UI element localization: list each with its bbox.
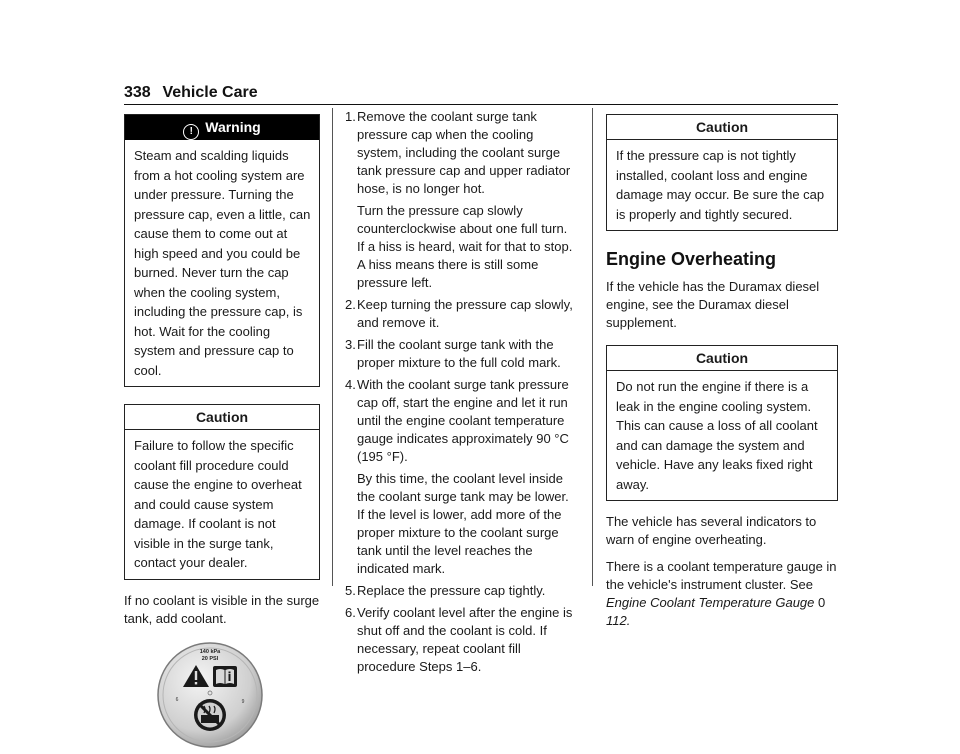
step-text: Remove the coolant surge tank pressure cap when the cooling system, including the coolant surge tank pressure cap and upper radiator hose, is no longer hot.	[357, 109, 571, 196]
caution-header: Caution	[607, 115, 837, 140]
cap-kpa-label: 140 kPa	[199, 648, 221, 655]
caution-body: Do not run the engine if there is a leak in the engine cooling system. This can cause a loss of all coolant and can damage the system and vehicle. Have any leaks fixed right away.	[616, 379, 818, 492]
pressure-cap-image	[156, 641, 264, 749]
step-2	[345, 296, 578, 332]
caution-box	[124, 404, 320, 580]
caution-box	[606, 345, 838, 501]
caution-header: Caution	[607, 346, 837, 371]
step-text: Fill the coolant surge tank with the proper mixture to the full cold mark.	[357, 337, 561, 370]
step-3	[345, 336, 578, 372]
page-ref-number[interactable]: 112.	[606, 613, 631, 628]
warning-body: Steam and scalding liquids from a hot cooling system are under pressure. Turning the pressure cap, even a little, can cause them to come out at high speed and you could be burned. Never turn the cap when the cooling system, including the pressure cap, is hot. Wait for the cooling system and pressure cap to cool.	[134, 148, 311, 378]
step-text: Verify coolant level after the engine is shut off and the coolant is cold. If necessary, repeat coolant fill procedure Steps 1–6.	[357, 605, 573, 674]
step-number: 6.	[345, 605, 356, 620]
step-5	[345, 582, 578, 600]
header-rule	[124, 104, 838, 105]
gauge-paragraph	[606, 558, 838, 630]
warning-title: Warning	[205, 119, 261, 135]
page-header	[124, 84, 258, 102]
cap-psi-label: 20 PSI	[201, 655, 219, 662]
step-number: 5.	[345, 583, 356, 598]
section-heading: Engine Overheating	[606, 249, 777, 269]
step-4-note: By this time, the coolant level inside the coolant surge tank may be lower. If the level is lower, add more of the proper mixture to the coolant surge tank until the level reaches the indicated mark.	[357, 471, 569, 576]
step-text: Replace the pressure cap tightly.	[357, 583, 546, 598]
step-text: Keep turning the pressure cap slowly, and remove it.	[357, 297, 573, 330]
caution-header: Caution	[125, 405, 319, 430]
step-4	[345, 376, 578, 466]
coolant-gauge-link[interactable]: Engine Coolant Temperature Gauge	[606, 595, 815, 610]
column-divider	[592, 108, 593, 586]
column-divider	[332, 108, 333, 586]
caution-body: If the pressure cap is not tightly installed, coolant loss and engine damage may occur. Be sure the cap is properly and tightly secured.	[616, 148, 825, 222]
page-number: 338	[124, 84, 151, 101]
caution-box	[606, 114, 838, 231]
step-number: 4.	[345, 377, 356, 392]
caution-body: Failure to follow the specific coolant fill procedure could cause the engine to overheat and could cause system damage. If coolant is not visible in the surge tank, contact your dealer.	[134, 438, 302, 570]
step-1-note: Turn the pressure cap slowly counterclockwise about one full turn. If a hiss is heard, wait for that to stop. A hiss means there is still some pressure left.	[357, 203, 573, 290]
warning-box	[124, 114, 320, 387]
left-column	[124, 114, 320, 749]
warning-icon: !	[183, 124, 199, 140]
step-text: With the coolant surge tank pressure cap off, start the engine and let it run until the engine coolant temperature gauge indicates approximately 90 °C (195 °F).	[357, 377, 569, 464]
pressure-cap-illustration	[156, 641, 264, 749]
indicators-paragraph: The vehicle has several indicators to warn of engine overheating.	[606, 514, 817, 547]
right-column	[606, 114, 838, 630]
section-title: Vehicle Care	[162, 84, 258, 101]
gauge-paragraph-text: There is a coolant temperature gauge in the vehicle's instrument cluster. See	[606, 559, 837, 592]
step-number: 3.	[345, 337, 356, 352]
step-number: 1.	[345, 109, 356, 124]
middle-column	[345, 108, 578, 680]
step-6	[345, 604, 578, 676]
step-1	[345, 108, 578, 198]
duramax-paragraph: If the vehicle has the Duramax diesel engine, see the Duramax diesel supplement.	[606, 279, 820, 330]
step-number: 2.	[345, 297, 356, 312]
warning-header	[125, 115, 319, 140]
cap-right-mark: 9	[241, 698, 245, 705]
cap-left-mark: 6	[175, 696, 179, 703]
no-coolant-paragraph: If no coolant is visible in the surge tank, add coolant.	[124, 592, 320, 626]
page-ref-arrow: 0	[818, 595, 826, 610]
